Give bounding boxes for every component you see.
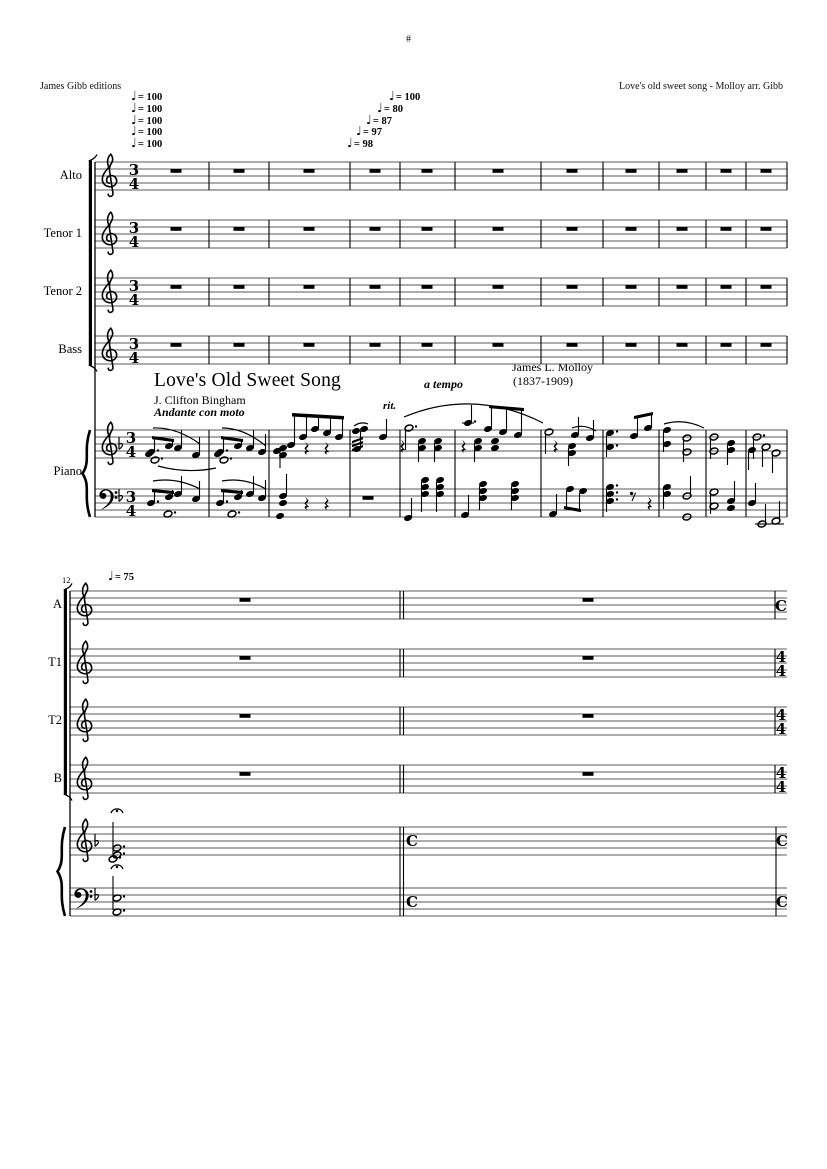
- piece-title: Love's Old Sweet Song: [154, 370, 341, 391]
- tempo-mark: ♩= 100: [131, 123, 163, 138]
- quarter-note-icon: ♩: [131, 135, 137, 150]
- courtesy-common-time: C: [776, 893, 788, 911]
- common-time-sig: C: [406, 893, 418, 911]
- time-sig-bottom: 4: [125, 443, 137, 461]
- time-sig-top: 3: [128, 161, 140, 179]
- page-header-left: James Gibb editions: [40, 81, 122, 92]
- quarter-note-icon: ♩: [366, 112, 372, 127]
- tempo-mark: ♩= 100: [389, 88, 421, 103]
- tempo-mark: ♩= 75: [108, 568, 135, 583]
- courtesy-four: 4: [775, 706, 787, 724]
- time-sig-top: 3: [125, 488, 137, 506]
- staff-label-bass: Bass: [58, 342, 82, 356]
- courtesy-four: 4: [775, 648, 787, 666]
- time-sig-bottom: 4: [128, 291, 140, 309]
- page-header-center: #: [406, 34, 411, 45]
- a-tempo-marking: a tempo: [424, 377, 463, 391]
- staff-label-tenor1: Tenor 1: [43, 226, 82, 240]
- common-time-sig: C: [406, 832, 418, 850]
- courtesy-four: 4: [775, 778, 787, 796]
- tempo-mark: ♩= 100: [131, 112, 163, 127]
- time-sig-bottom: 4: [125, 502, 137, 520]
- staff-label-a: A: [52, 597, 62, 611]
- tempo-mark: ♩= 100: [131, 88, 163, 103]
- rit-marking: rit.: [383, 400, 397, 412]
- composer: James L. Molloy: [512, 360, 593, 374]
- page-header-right: Love's old sweet song - Molloy arr. Gibb: [618, 81, 783, 92]
- time-sig-top: 3: [125, 429, 137, 447]
- tempo-mark: ♩= 98: [347, 135, 374, 150]
- time-sig-top: 3: [128, 277, 140, 295]
- composer-dates: (1837-1909): [513, 374, 573, 388]
- quarter-note-icon: ♩: [131, 100, 137, 115]
- time-sig-top: 3: [128, 219, 140, 237]
- staff-label-tenor2: Tenor 2: [43, 284, 82, 298]
- staff-label-t2: T2: [48, 713, 62, 727]
- quarter-note-icon: ♩: [131, 88, 137, 103]
- tempo-mark: ♩= 97: [356, 123, 383, 138]
- time-sig-bottom: 4: [128, 175, 140, 193]
- courtesy-common-time: C: [775, 597, 787, 615]
- time-signatures: [126, 161, 788, 911]
- courtesy-four: 4: [775, 764, 787, 782]
- staff-label-piano: Piano: [53, 464, 82, 478]
- courtesy-common-time: C: [776, 832, 788, 850]
- quarter-note-icon: ♩: [377, 100, 383, 115]
- measure-number: 12: [62, 575, 71, 585]
- tempo-mark: ♩= 100: [131, 135, 163, 150]
- quarter-note-icon: ♩: [347, 135, 353, 150]
- time-sig-bottom: 4: [128, 349, 140, 367]
- quarter-note-icon: ♩: [108, 568, 114, 583]
- quarter-note-icon: ♩: [356, 123, 362, 138]
- time-sig-top: 3: [128, 335, 140, 353]
- quarter-note-icon: ♩: [131, 112, 137, 127]
- courtesy-four: 4: [775, 662, 787, 680]
- courtesy-four: 4: [775, 720, 787, 738]
- tempo-text: Andante con moto: [154, 405, 245, 419]
- quarter-note-icon: ♩: [389, 88, 395, 103]
- staff-label-b: B: [53, 771, 62, 785]
- staff-label-alto: Alto: [59, 168, 82, 182]
- tempo-mark: ♩= 87: [366, 112, 393, 127]
- staff-label-t1: T1: [48, 655, 62, 669]
- time-sig-bottom: 4: [128, 233, 140, 251]
- quarter-note-icon: ♩: [131, 123, 137, 138]
- tempo-mark: ♩= 100: [131, 100, 163, 115]
- tempo-mark: ♩= 80: [377, 100, 404, 115]
- lyricist: J. Clifton Bingham: [154, 393, 246, 407]
